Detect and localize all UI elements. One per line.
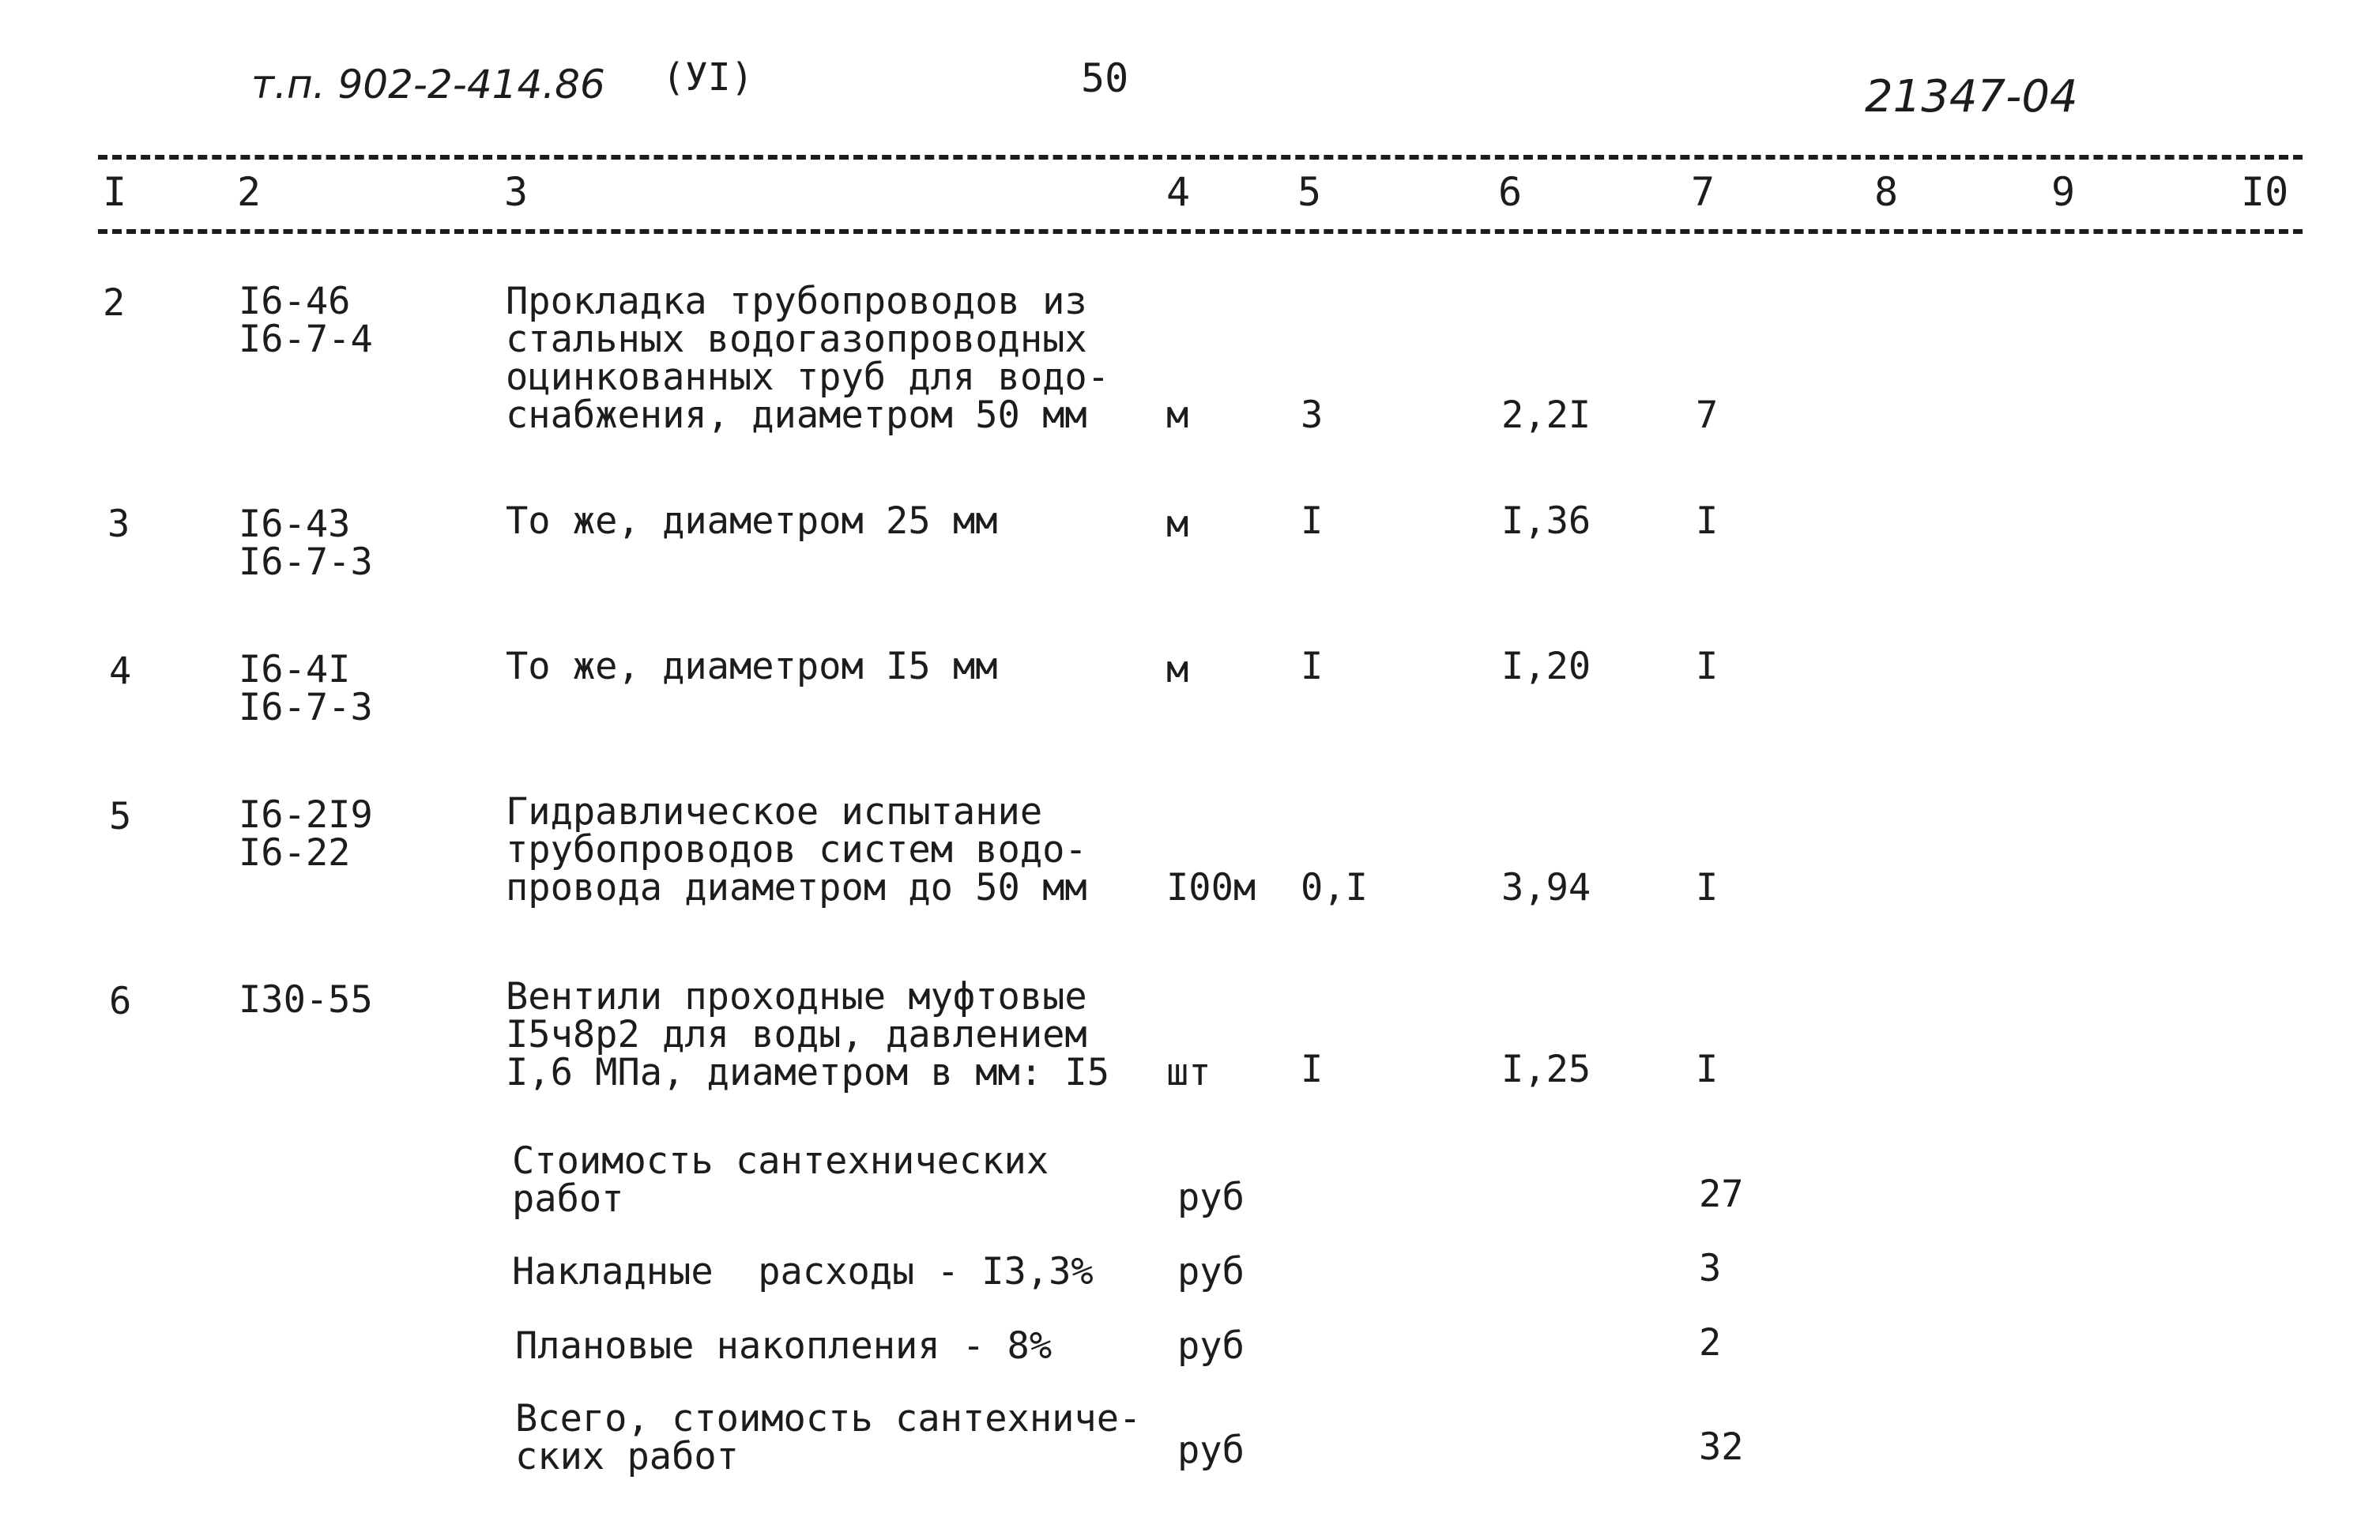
unit-price: I,36 (1501, 499, 1591, 543)
quantity: I (1301, 499, 1324, 543)
section-number: (УI) (662, 55, 754, 100)
quantity: I (1301, 645, 1324, 688)
unit-price: 2,2I (1501, 393, 1591, 437)
summary-value: 3 (1699, 1247, 1722, 1290)
summary-label: Накладные расходы - I3,3% (512, 1250, 1094, 1293)
unit-price: I,20 (1501, 645, 1591, 688)
bottom-dashed-rule (98, 229, 2303, 234)
column-header: I0 (2241, 169, 2289, 215)
page-number: 50 (1081, 55, 1129, 101)
column-header: 3 (504, 169, 529, 215)
total: 7 (1696, 393, 1719, 437)
column-header: 8 (1874, 169, 1899, 215)
summary-unit: руб (1177, 1176, 1245, 1219)
column-header: 4 (1166, 169, 1191, 215)
norm-code: I30-55 (239, 978, 373, 1022)
column-header: 5 (1297, 169, 1322, 215)
work-description: Вентили проходные муфтовые I5ч8р2 для воды, давлением I,6 МПа, диаметром в мм: I5 (506, 975, 1110, 1094)
unit: I00м (1166, 866, 1256, 909)
row-number: 3 (107, 503, 130, 546)
total: I (1696, 866, 1719, 909)
summary-value: 2 (1699, 1321, 1722, 1365)
norm-code: I6-46 I6-7-4 (239, 280, 373, 361)
unit: м (1166, 393, 1189, 437)
summary-label: Всего, стоимость сантехниче- ских работ (515, 1397, 1142, 1478)
total: I (1696, 1048, 1719, 1091)
summary-unit: руб (1177, 1324, 1245, 1368)
norm-code: I6-4I I6-7-3 (239, 648, 373, 729)
row-number: 6 (109, 980, 132, 1023)
norm-code: I6-2I9 I6-22 (239, 793, 373, 875)
top-dashed-rule (98, 155, 2303, 160)
work-description: То же, диаметром 25 мм (506, 499, 998, 543)
unit-price: I,25 (1501, 1048, 1591, 1091)
unit: м (1166, 503, 1189, 546)
row-number: 5 (109, 795, 132, 838)
unit-price: 3,94 (1501, 866, 1591, 909)
row-number: 4 (109, 650, 132, 693)
column-header: I (103, 169, 127, 215)
unit: м (1166, 648, 1189, 691)
summary-unit: руб (1177, 1429, 1245, 1472)
norm-code: I6-43 I6-7-3 (239, 503, 373, 584)
document-reference: т.п. 902-2-414.86 (251, 62, 605, 107)
summary-value: 32 (1699, 1425, 1744, 1469)
unit: шт (1166, 1051, 1211, 1094)
column-header: 6 (1498, 169, 1523, 215)
summary-label: Плановые накопления - 8% (515, 1324, 1053, 1368)
total: I (1696, 645, 1719, 688)
quantity: 0,I (1301, 866, 1368, 909)
column-header: 9 (2051, 169, 2076, 215)
sheet-code: 21347-04 (1865, 71, 2078, 122)
work-description: То же, диаметром I5 мм (506, 645, 998, 688)
quantity: 3 (1301, 393, 1324, 437)
summary-label: Стоимость сантехнических работ (512, 1139, 1049, 1221)
row-number: 2 (103, 281, 126, 325)
summary-value: 27 (1699, 1173, 1744, 1216)
work-description: Прокладка трубопроводов из стальных водогазопроводных оцинкованных труб для водо- снабжения, диаметром 50 мм (506, 280, 1110, 437)
total: I (1696, 499, 1719, 543)
column-header: 7 (1691, 169, 1715, 215)
work-description: Гидравлическое испытание трубопроводов систем водо- провода диаметром до 50 мм (506, 790, 1087, 909)
quantity: I (1301, 1048, 1324, 1091)
summary-unit: руб (1177, 1250, 1245, 1293)
column-header: 2 (237, 169, 262, 215)
